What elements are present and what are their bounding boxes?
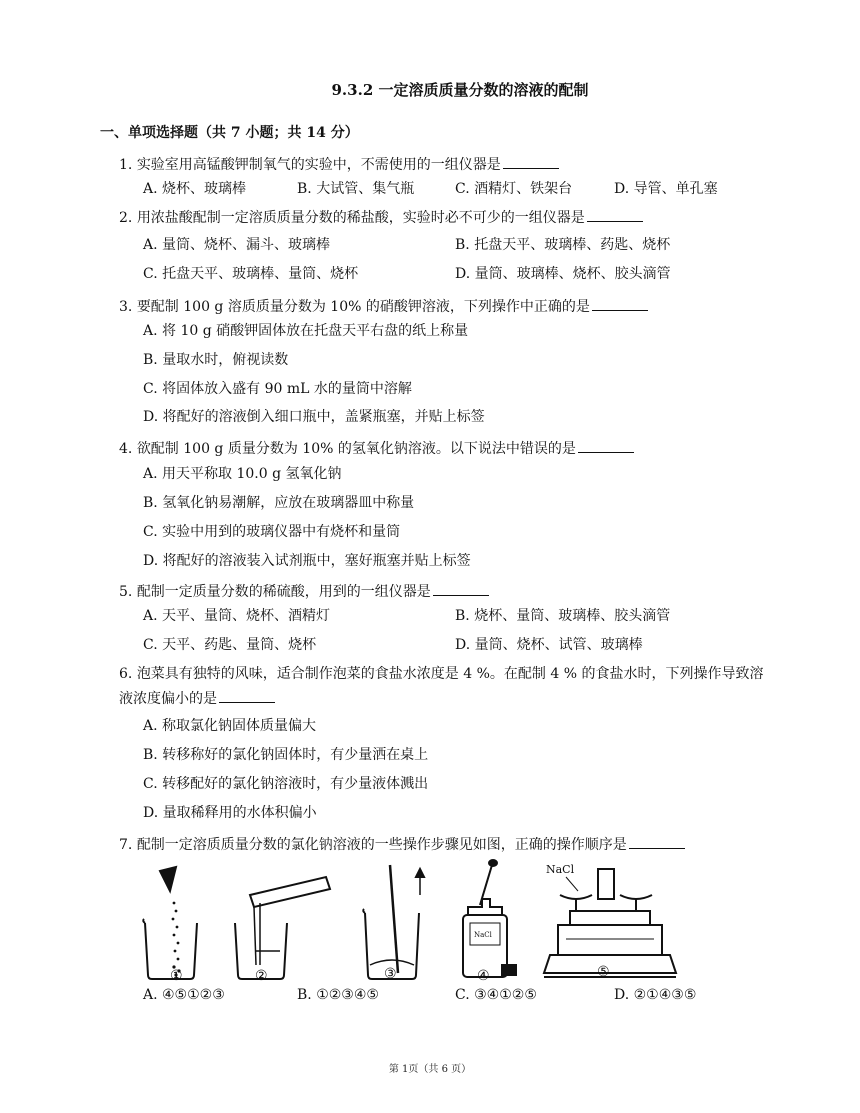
option-d: D. 量取稀释用的水体积偏小 — [143, 805, 317, 821]
question-6 — [119, 662, 769, 712]
option-d: D. ②①④③⑤ — [614, 987, 697, 1003]
question-stem: 实验室用高锰酸钾制氧气的实验中，不需使用的一组仪器是 — [136, 157, 501, 173]
option-c: C. 实验中用到的玻璃仪器中有烧杯和量筒 — [143, 524, 401, 540]
question-5 — [119, 581, 489, 601]
step3-stir-icon — [363, 865, 424, 979]
bottle-label: NaCl — [474, 931, 492, 939]
question-number: 5. — [119, 584, 133, 600]
answer-blank — [629, 835, 685, 849]
answer-blank — [433, 582, 489, 596]
option-a: A. 量筒、烧杯、漏斗、玻璃棒 — [143, 237, 331, 253]
option-b: B. 大试管、集气瓶 — [297, 181, 415, 197]
option-a: A. ④⑤①②③ — [143, 987, 225, 1003]
option-b: B. ①②③④⑤ — [297, 987, 379, 1003]
step2-pour-icon — [235, 877, 330, 979]
question-number: 6. — [119, 666, 133, 682]
question-number: 7. — [119, 837, 133, 853]
option-a: A. 烧杯、玻璃棒 — [143, 181, 247, 197]
question-number: 4. — [119, 441, 133, 457]
option-d: D. 将配好的溶液装入试剂瓶中，塞好瓶塞并贴上标签 — [143, 553, 471, 569]
question-7 — [119, 834, 685, 854]
option-a: A. 将 10 g 硝酸钾固体放在托盘天平右盘的纸上称量 — [143, 323, 469, 339]
option-b: B. 氢氧化钠易潮解，应放在玻璃器皿中称量 — [143, 495, 415, 511]
option-b: B. 烧杯、量筒、玻璃棒、胶头滴管 — [455, 608, 671, 624]
option-c: C. ③④①②⑤ — [455, 987, 537, 1003]
question-number: 3. — [119, 299, 133, 315]
page-title: 9.3.2 一定溶质质量分数的溶液的配制 — [331, 81, 589, 99]
answer-blank — [592, 297, 648, 311]
option-c: C. 转移配好的氯化钠溶液时，有少量液体溅出 — [143, 776, 429, 792]
answer-blank — [587, 208, 643, 222]
question-stem: 泡菜具有独特的风味，适合制作泡菜的食盐水浓度是 4 %。在配制 4 % 的食盐水时，下列操作导致溶液浓度偏小的是 — [119, 666, 764, 707]
question-stem: 用浓盐酸配制一定溶质质量分数的稀盐酸，实验时必不可少的一组仪器是 — [136, 210, 585, 226]
question-number: 1. — [119, 157, 133, 173]
option-b: B. 量取水时，俯视读数 — [143, 352, 289, 368]
option-a: A. 用天平称取 10.0 g 氢氧化钠 — [143, 466, 342, 482]
option-a: A. 称取氯化钠固体质量偏大 — [143, 718, 317, 734]
answer-blank — [219, 689, 275, 703]
question-2 — [119, 207, 643, 227]
question-stem: 欲配制 100 g 质量分数为 10% 的氢氧化钠溶液。以下说法中错误的是 — [136, 441, 576, 457]
figure-label-5: ⑤ — [597, 964, 610, 980]
step5-balance-icon — [544, 863, 676, 977]
figure-label-1: ① — [170, 968, 183, 984]
answer-blank — [503, 155, 559, 169]
question-stem: 配制一定质量分数的稀硫酸，用到的一组仪器是 — [136, 584, 431, 600]
section-heading: 一、单项选择题（共 7 小题；共 14 分） — [100, 125, 359, 141]
answer-blank — [578, 439, 634, 453]
step1-beaker-icon — [143, 867, 197, 979]
question-number: 2. — [119, 210, 133, 226]
question-stem: 要配制 100 g 溶质质量分数为 10% 的硝酸钾溶液，下列操作中正确的是 — [136, 299, 590, 315]
step4-bottle-icon — [463, 860, 516, 977]
figure-label-2: ② — [255, 968, 268, 984]
option-d: D. 将配好的溶液倒入细口瓶中，盖紧瓶塞，并贴上标签 — [143, 409, 485, 425]
option-a: A. 天平、量筒、烧杯、酒精灯 — [143, 608, 331, 624]
option-c: C. 托盘天平、玻璃棒、量筒、烧杯 — [143, 266, 359, 282]
nacl-label: NaCl — [546, 863, 575, 876]
option-c: C. 天平、药匙、量筒、烧杯 — [143, 637, 317, 653]
figure-label-3: ③ — [384, 966, 397, 982]
page-footer: 第 1页（共 6 页） — [388, 1064, 472, 1075]
question-4 — [119, 438, 634, 458]
question-1 — [119, 154, 559, 174]
option-c: C. 将固体放入盛有 90 mL 水的量筒中溶解 — [143, 381, 412, 397]
question-3 — [119, 296, 648, 316]
question-stem: 配制一定溶质质量分数的氯化钠溶液的一些操作步骤见如图，正确的操作顺序是 — [136, 837, 627, 853]
option-d: D. 量筒、烧杯、试管、玻璃棒 — [455, 637, 643, 653]
option-b: B. 托盘天平、玻璃棒、药匙、烧杯 — [455, 237, 671, 253]
option-d: D. 导管、单孔塞 — [614, 181, 718, 197]
option-d: D. 量筒、玻璃棒、烧杯、胶头滴管 — [455, 266, 671, 282]
option-b: B. 转移称好的氯化钠固体时，有少量洒在桌上 — [143, 747, 429, 763]
figure-label-4: ④ — [477, 968, 490, 984]
option-c: C. 酒精灯、铁架台 — [455, 181, 573, 197]
